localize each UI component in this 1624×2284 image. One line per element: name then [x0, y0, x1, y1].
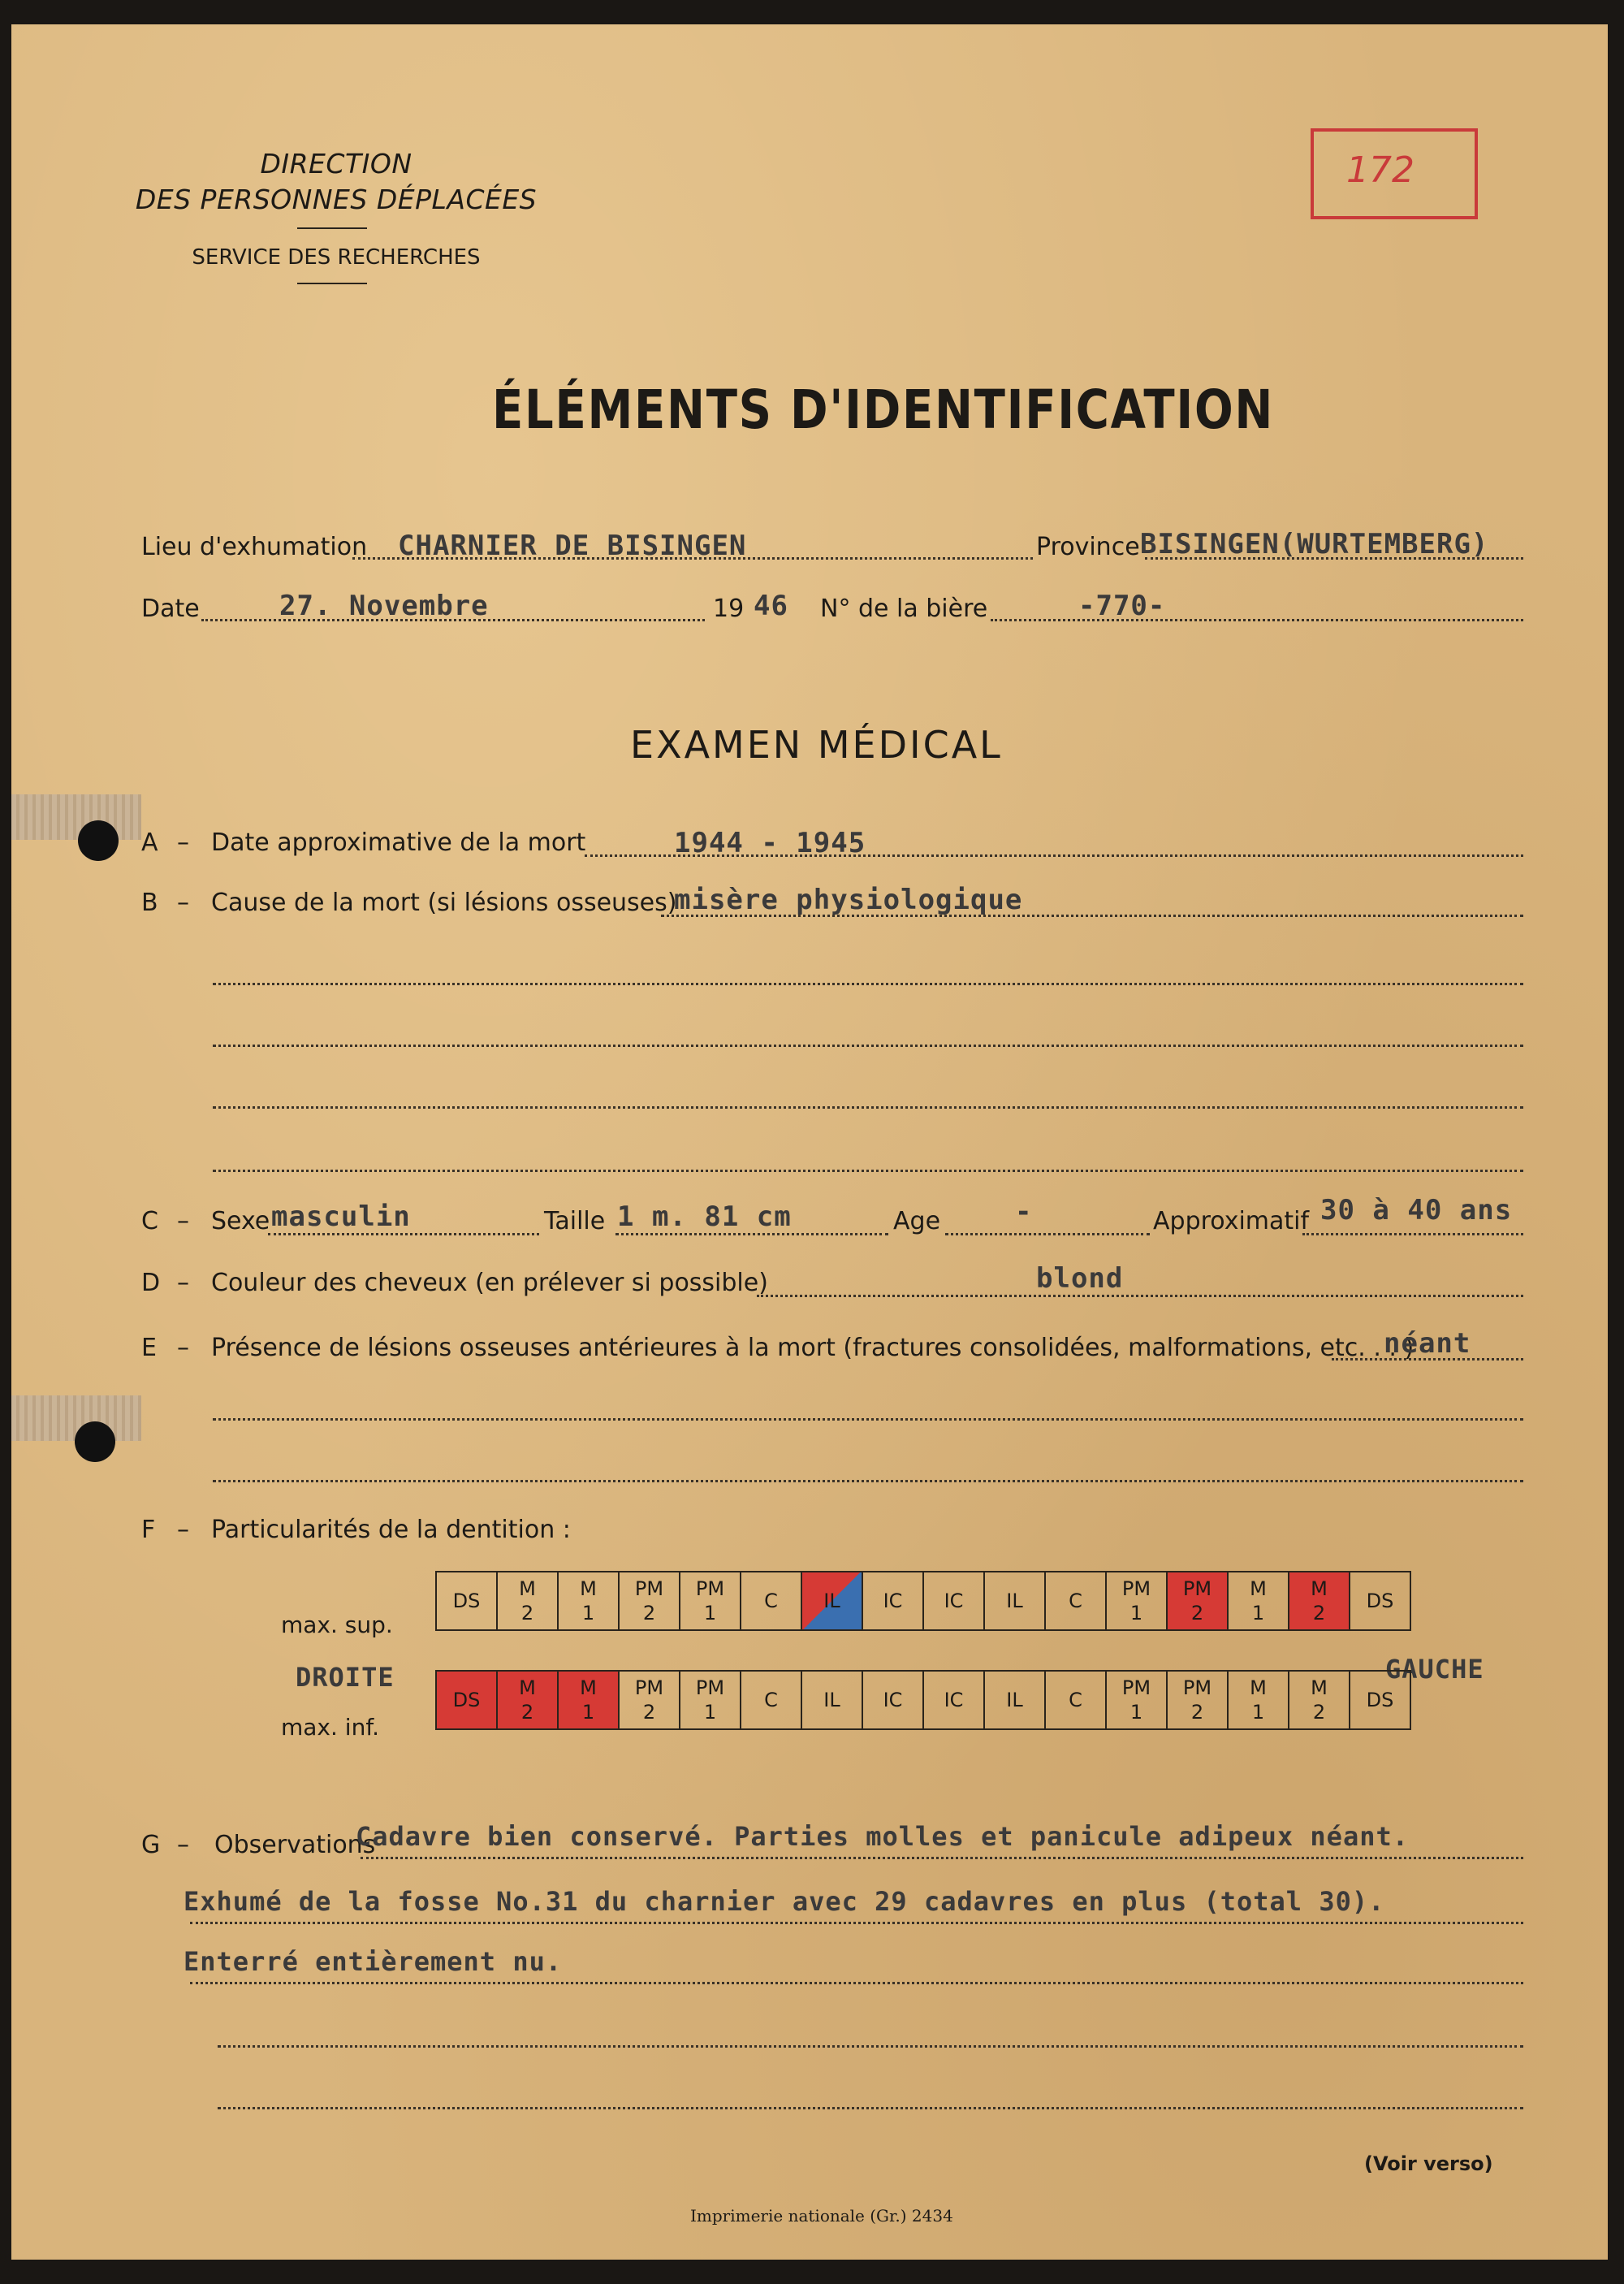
tooth-type: DS [1366, 1590, 1394, 1612]
date-value: 27. Novembre [279, 590, 489, 622]
item-g-dotted-line-1 [361, 1857, 1523, 1859]
upper-tooth-7 [801, 1572, 862, 1630]
age-label: Age [893, 1207, 941, 1235]
tooth-type: PM [634, 1676, 664, 1699]
tooth-type: IL [1006, 1590, 1023, 1612]
lower-tooth-2 [497, 1671, 558, 1729]
item-b-extra-line-3 [213, 1106, 1523, 1109]
item-g-dotted-line-5 [218, 2107, 1523, 2109]
tooth-type: IL [823, 1590, 840, 1612]
tooth-type: PM [1121, 1577, 1151, 1600]
tooth-type: IC [944, 1590, 964, 1612]
item-b-label: Cause de la mort (si lésions osseuses) [211, 889, 677, 917]
item-g-dash: – [177, 1831, 189, 1859]
lower-tooth-12 [1106, 1671, 1167, 1729]
upper-tooth-8 [862, 1572, 923, 1630]
tooth-type: M [519, 1577, 536, 1600]
item-e-letter: E [141, 1334, 157, 1362]
tooth-number: 2 [1312, 1701, 1326, 1724]
tooth-number: 2 [642, 1701, 656, 1724]
lower-row [436, 1671, 1410, 1729]
punch-strip-top [11, 794, 141, 840]
approx-label: Approximatif [1153, 1207, 1310, 1235]
tooth-type: PM [634, 1577, 664, 1600]
header-rule-1 [297, 227, 367, 229]
item-e-extra-line-2 [213, 1480, 1523, 1482]
lower-tooth-14 [1228, 1671, 1289, 1729]
upper-row [436, 1572, 1410, 1630]
tooth-type: C [1069, 1689, 1082, 1711]
item-f-dash: – [177, 1516, 189, 1544]
upper-tooth-3 [558, 1572, 619, 1630]
lower-tooth-6 [741, 1671, 801, 1729]
upper-tooth-11 [1045, 1572, 1106, 1630]
reference-stamp [1311, 128, 1478, 219]
item-f-letter: F [141, 1516, 156, 1544]
tooth-type: PM [695, 1577, 725, 1600]
header-rule-2 [297, 283, 367, 284]
item-d-value: blond [1036, 1262, 1124, 1295]
upper-tooth-13 [1167, 1572, 1228, 1630]
lower-tooth-4 [619, 1671, 680, 1729]
max-inf-label: max. inf. [281, 1714, 380, 1741]
item-e-label: Présence de lésions osseuses antérieures à la mort (fractures consolidées, malformations, etc. . . ) [211, 1334, 1415, 1362]
taille-value: 1 m. 81 cm [617, 1200, 792, 1233]
biere-label: N° de la bière [820, 595, 988, 623]
item-g-letter: G [141, 1831, 161, 1859]
header-direction: DIRECTION [260, 148, 412, 180]
item-g-dotted-line-3 [190, 1982, 1523, 1984]
tooth-type: M [519, 1676, 536, 1699]
tooth-type: IC [944, 1689, 964, 1711]
upper-tooth-6 [741, 1572, 801, 1630]
tooth-number: 1 [581, 1701, 595, 1724]
tooth-number: 2 [520, 1602, 534, 1624]
item-a-label: Date approximative de la mort [211, 828, 586, 857]
year-prefix: 19 [713, 595, 745, 623]
tooth-number: 1 [1129, 1602, 1143, 1624]
item-b-extra-line-4 [213, 1170, 1523, 1172]
item-b-letter: B [141, 889, 158, 917]
approx-dotted-line [1302, 1233, 1523, 1235]
lieu-label: Lieu d'exhumation [141, 533, 368, 561]
item-g-dotted-line-4 [218, 2045, 1523, 2048]
page-title: ÉLÉMENTS D'IDENTIFICATION [492, 379, 1275, 441]
tooth-type: M [1311, 1577, 1328, 1600]
upper-tooth-14 [1228, 1572, 1289, 1630]
sexe-label: Sexe [211, 1207, 270, 1235]
item-d-letter: D [141, 1269, 161, 1297]
tooth-type: PM [1121, 1676, 1151, 1699]
observation-line-3: Enterré entièrement nu. [184, 1946, 563, 1977]
approx-value: 30 à 40 ans [1320, 1194, 1513, 1226]
item-b-dash: – [177, 889, 189, 917]
item-d-dotted-line [757, 1295, 1523, 1297]
tooth-type: PM [1182, 1577, 1212, 1600]
tooth-type: C [1069, 1590, 1082, 1612]
item-a-value: 1944 - 1945 [674, 827, 866, 859]
item-e-value: néant [1384, 1327, 1471, 1360]
item-d-dash: – [177, 1269, 189, 1297]
lower-tooth-8 [862, 1671, 923, 1729]
tooth-type: C [764, 1689, 778, 1711]
upper-teeth-chart [435, 1571, 1411, 1631]
upper-tooth-4 [619, 1572, 680, 1630]
upper-tooth-1 [436, 1572, 497, 1630]
lower-tooth-11 [1045, 1671, 1106, 1729]
upper-tooth-16 [1350, 1572, 1410, 1630]
tooth-number: 2 [1312, 1602, 1326, 1624]
item-e-extra-line-1 [213, 1418, 1523, 1421]
item-e-dash: – [177, 1334, 189, 1362]
tooth-type: M [1250, 1676, 1267, 1699]
punch-hole-bottom [75, 1421, 115, 1462]
upper-tooth-2 [497, 1572, 558, 1630]
observation-line-1: Cadavre bien conservé. Parties molles et panicule adipeux néant. [356, 1821, 1409, 1852]
stamp-number: 172 [1346, 149, 1415, 191]
tooth-type: DS [452, 1590, 481, 1612]
tooth-type: M [580, 1676, 597, 1699]
age-dotted-line [945, 1233, 1150, 1235]
droite-label: DROITE [296, 1662, 395, 1693]
header-personnes: DES PERSONNES DÉPLACÉES [135, 184, 538, 215]
tooth-number: 2 [1190, 1701, 1204, 1724]
biere-dotted-line [991, 619, 1523, 621]
header-service: SERVICE DES RECHERCHES [192, 245, 481, 270]
province-value: BISINGEN(WURTEMBERG) [1140, 528, 1489, 560]
province-label: Province [1036, 533, 1140, 561]
tooth-number: 2 [642, 1602, 656, 1624]
lower-tooth-7 [801, 1671, 862, 1729]
item-b-value: misère physiologique [674, 884, 1023, 916]
upper-tooth-12 [1106, 1572, 1167, 1630]
lower-tooth-13 [1167, 1671, 1228, 1729]
item-b-extra-line-1 [213, 983, 1523, 985]
lower-tooth-5 [680, 1671, 741, 1729]
taille-label: Taille [544, 1207, 606, 1235]
upper-tooth-5 [680, 1572, 741, 1630]
item-a-letter: A [141, 828, 158, 857]
tooth-number: 2 [520, 1701, 534, 1724]
item-b-extra-line-2 [213, 1045, 1523, 1047]
tooth-number: 2 [1190, 1602, 1204, 1624]
sexe-value: masculin [271, 1200, 411, 1233]
tooth-type: C [764, 1590, 778, 1612]
biere-value: -770- [1078, 590, 1166, 622]
printer-credit: Imprimerie nationale (Gr.) 2434 [690, 2206, 953, 2226]
upper-tooth-9 [923, 1572, 984, 1630]
tooth-type: M [1250, 1577, 1267, 1600]
lower-tooth-9 [923, 1671, 984, 1729]
lieu-value: CHARNIER DE BISINGEN [398, 530, 747, 562]
year-value: 46 [754, 590, 788, 622]
tooth-type: M [580, 1577, 597, 1600]
tooth-type: M [1311, 1676, 1328, 1699]
tooth-type: PM [1182, 1676, 1212, 1699]
item-c-letter: C [141, 1207, 158, 1235]
item-d-label: Couleur des cheveux (en prélever si possible) [211, 1269, 768, 1297]
tooth-type: PM [695, 1676, 725, 1699]
form-sheet [11, 24, 1608, 2260]
tooth-number: 1 [703, 1701, 717, 1724]
tooth-number: 1 [1251, 1602, 1265, 1624]
lower-tooth-1 [436, 1671, 497, 1729]
punch-hole-top [78, 820, 119, 861]
item-c-dash: – [177, 1207, 189, 1235]
tooth-number: 1 [1129, 1701, 1143, 1724]
item-a-dash: – [177, 828, 189, 857]
item-g-dotted-line-2 [190, 1922, 1523, 1924]
sexe-dotted-line [268, 1233, 539, 1235]
tooth-type: IC [883, 1590, 903, 1612]
lower-tooth-15 [1289, 1671, 1350, 1729]
tooth-number: 1 [581, 1602, 595, 1624]
gauche-label: GAUCHE [1385, 1654, 1484, 1685]
tooth-type: DS [1366, 1689, 1394, 1711]
lower-teeth-chart [435, 1670, 1411, 1730]
item-f-label: Particularités de la dentition : [211, 1516, 571, 1544]
tooth-type: IL [823, 1689, 840, 1711]
date-label: Date [141, 595, 200, 623]
lower-tooth-16 [1350, 1671, 1410, 1729]
upper-tooth-15 [1289, 1572, 1350, 1630]
item-g-label: Observations [214, 1831, 376, 1859]
upper-tooth-10 [984, 1572, 1045, 1630]
tooth-number: 1 [703, 1602, 717, 1624]
lower-tooth-3 [558, 1671, 619, 1729]
age-value: - [1015, 1196, 1033, 1228]
observation-line-2: Exhumé de la fosse No.31 du charnier avec 29 cadavres en plus (total 30). [184, 1886, 1385, 1917]
lower-tooth-10 [984, 1671, 1045, 1729]
voir-verso: (Voir verso) [1364, 2152, 1493, 2175]
taille-dotted-line [615, 1233, 888, 1235]
tooth-number: 1 [1251, 1701, 1265, 1724]
max-sup-label: max. sup. [281, 1611, 393, 1638]
exam-title: EXAMEN MÉDICAL [630, 723, 1003, 767]
tooth-type: DS [452, 1689, 481, 1711]
tooth-type: IL [1006, 1689, 1023, 1711]
tooth-type: IC [883, 1689, 903, 1711]
